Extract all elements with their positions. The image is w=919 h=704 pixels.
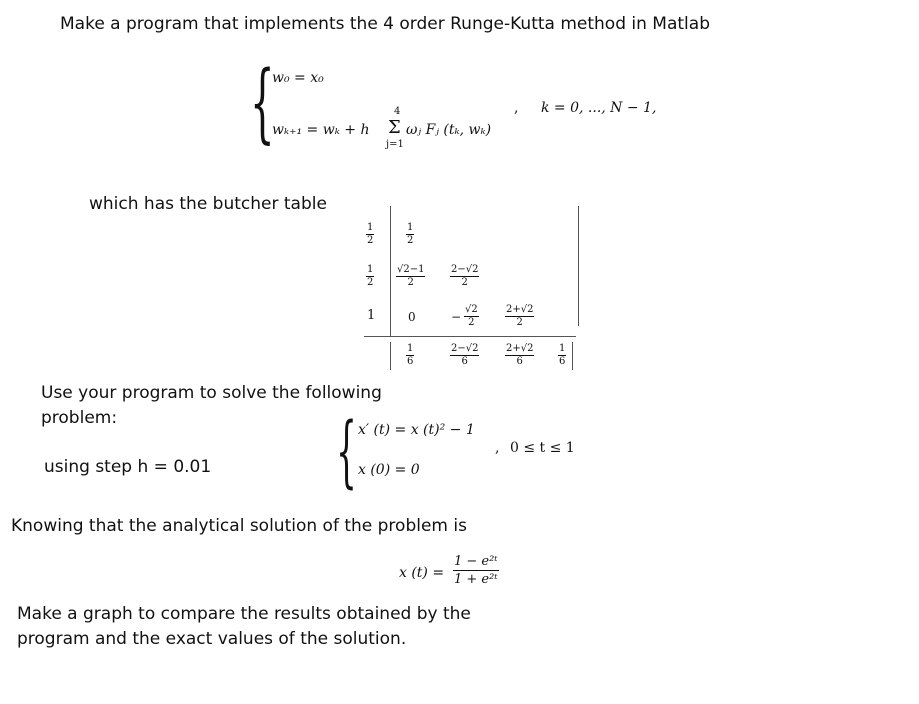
butcher-a43: $\frac{2+√2}{2}$ bbox=[506, 304, 534, 328]
ode-comma: , bbox=[495, 440, 500, 456]
butcher-a42: $\frac{√2}{2}$ bbox=[465, 304, 478, 328]
problem-title: Make a program that implements the 4 order Runge-Kutta method in Matlab bbox=[60, 14, 710, 34]
butcher-c1: $\frac{1}{2}$ bbox=[367, 222, 374, 246]
butcher-b3: $\frac{2+√2}{6}$ bbox=[506, 343, 534, 367]
graph-instruction-line1: Make a graph to compare the results obtained by the bbox=[17, 604, 471, 624]
solution-lhs: x (t) = bbox=[399, 565, 445, 581]
problem-intro-line2: problem: bbox=[41, 408, 118, 428]
solution-denominator: 1 + e²ᵗ bbox=[454, 572, 498, 587]
sum-upper-limit: 4 bbox=[394, 106, 401, 117]
ode-equation: x′ (t) = x (t)² − 1 bbox=[358, 422, 475, 438]
butcher-b4: $\frac{1}{6}$ bbox=[559, 343, 566, 367]
butcher-a32: $\frac{2-√2}{2}$ bbox=[451, 264, 479, 288]
butcher-a21: $\frac{1}{2}$ bbox=[407, 222, 414, 246]
butcher-divider-upper bbox=[390, 206, 391, 336]
ode-initial-condition: x (0) = 0 bbox=[358, 462, 420, 478]
butcher-c3: 1 bbox=[367, 308, 376, 323]
problem-intro-line1: Use your program to solve the following bbox=[41, 383, 382, 403]
solution-numerator: 1 − e²ᵗ bbox=[454, 554, 498, 569]
butcher-a41: 0 bbox=[408, 310, 416, 324]
butcher-b1: $\frac{1}{6}$ bbox=[407, 343, 414, 367]
ode-brace-icon: { bbox=[336, 407, 357, 497]
sum-symbol: Σ bbox=[388, 117, 401, 138]
solution-fraction bbox=[453, 553, 499, 588]
rk-update-lhs: wₖ₊₁ = wₖ + h bbox=[272, 122, 370, 138]
butcher-right-border bbox=[578, 206, 579, 326]
analytical-intro: Knowing that the analytical solution of the problem is bbox=[11, 516, 467, 536]
butcher-a31: $\frac{√2-1}{2}$ bbox=[397, 264, 425, 288]
rk-comma: , bbox=[514, 100, 519, 116]
butcher-a42-sign: − bbox=[451, 310, 462, 324]
rk-initial-condition: w₀ = x₀ bbox=[272, 70, 324, 86]
ode-interval: 0 ≤ t ≤ 1 bbox=[510, 440, 575, 456]
sum-lower-limit: j=1 bbox=[386, 139, 404, 150]
butcher-intro: which has the butcher table bbox=[89, 194, 327, 214]
rk-update-rhs: ωⱼ Fⱼ (tₖ, wₖ) bbox=[406, 122, 492, 138]
rk-index-range: k = 0, ..., N − 1, bbox=[541, 100, 657, 116]
butcher-bottom-right-border bbox=[572, 342, 573, 370]
step-size-text: using step h = 0.01 bbox=[44, 457, 212, 477]
butcher-c2: $\frac{1}{2}$ bbox=[367, 264, 374, 288]
left-brace-icon: { bbox=[250, 53, 275, 153]
butcher-divider-lower bbox=[390, 342, 391, 370]
butcher-b2: $\frac{2-√2}{6}$ bbox=[451, 343, 479, 367]
graph-instruction-line2: program and the exact values of the solution. bbox=[17, 629, 407, 649]
butcher-horizontal-rule bbox=[364, 336, 576, 337]
